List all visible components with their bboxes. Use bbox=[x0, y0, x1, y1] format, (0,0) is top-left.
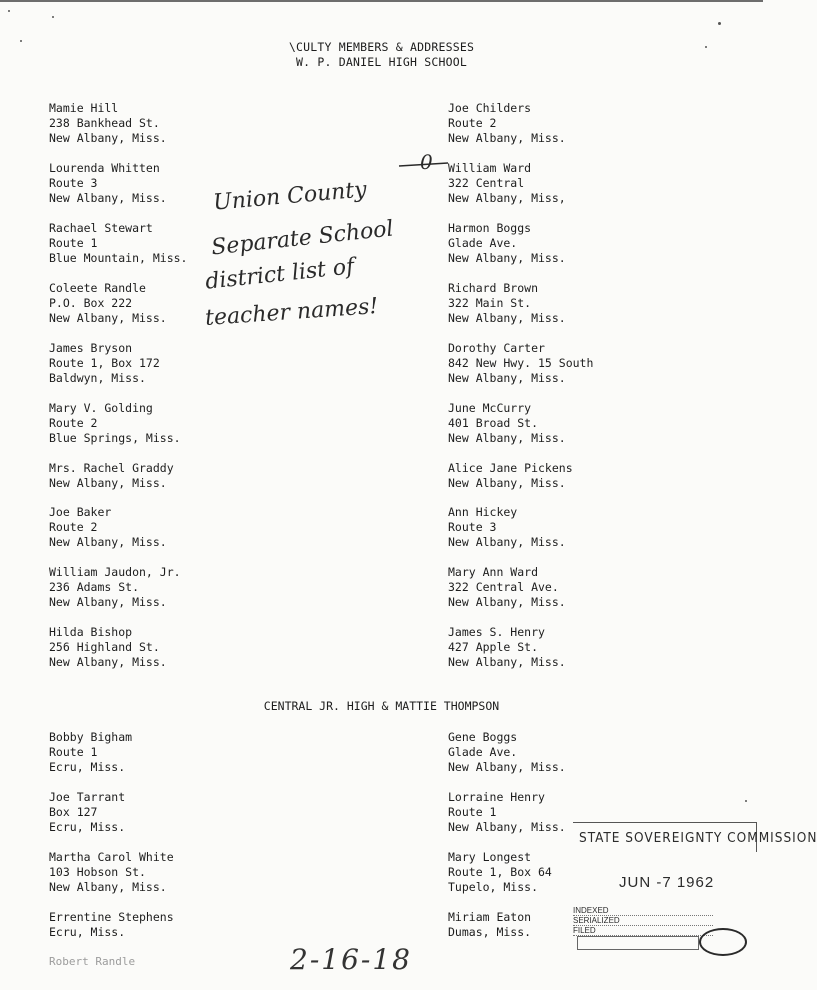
faculty-address-line: Blue Springs, Miss. bbox=[49, 431, 181, 446]
faculty-address-line: 322 Central bbox=[448, 176, 525, 191]
faculty-name: Joe Baker bbox=[49, 505, 112, 519]
faculty-name: Dorothy Carter bbox=[448, 341, 545, 355]
faculty-name: Errentine Stephens bbox=[49, 910, 174, 924]
faculty-entry bbox=[49, 341, 160, 387]
faculty-address-line: 322 Main St. bbox=[448, 296, 532, 311]
faculty-entry bbox=[448, 341, 593, 387]
faculty-address-line: New Albany, Miss. bbox=[49, 595, 167, 610]
faculty-entry bbox=[49, 625, 167, 671]
handwritten-note-line: Union County bbox=[212, 177, 368, 216]
faculty-address-line: New Albany, Miss, bbox=[448, 191, 566, 206]
faculty-name: Ann Hickey bbox=[448, 505, 518, 519]
faculty-address-line: Baldwyn, Miss. bbox=[49, 371, 146, 386]
faculty-name: Joe Tarrant bbox=[49, 790, 126, 804]
faculty-name: James Bryson bbox=[49, 341, 133, 355]
faculty-name: June McCurry bbox=[448, 401, 532, 415]
faculty-address-line: Ecru, Miss. bbox=[49, 760, 126, 775]
faculty-address-line: Route 1 bbox=[49, 236, 98, 251]
faculty-name: Coleete Randle bbox=[49, 281, 146, 295]
faculty-address-line: New Albany, Miss. bbox=[448, 251, 566, 266]
faculty-entry bbox=[49, 790, 125, 836]
faculty-address-line: 238 Bankhead St. bbox=[49, 116, 160, 131]
stamp-signature bbox=[699, 928, 747, 956]
faculty-address-line: New Albany, Miss. bbox=[448, 535, 566, 550]
faculty-address-line: 103 Hobson St. bbox=[49, 865, 146, 880]
faculty-address-line: P.O. Box 222 bbox=[49, 296, 133, 311]
page-title: \CULTY MEMBERS & ADDRESSES bbox=[288, 40, 475, 54]
faculty-address-line: Route 1, Box 64 bbox=[448, 865, 552, 880]
faculty-name: Martha Carol White bbox=[49, 850, 174, 864]
faculty-address-line: New Albany, Miss. bbox=[448, 655, 566, 670]
faculty-address-line: 427 Apple St. bbox=[448, 640, 539, 655]
faculty-entry bbox=[448, 505, 566, 551]
faculty-name: Gene Boggs bbox=[448, 730, 518, 744]
faculty-address-line: Route 2 bbox=[49, 520, 98, 535]
faculty-entry bbox=[448, 625, 566, 671]
faculty-name: Hilda Bishop bbox=[49, 625, 133, 639]
faculty-entry bbox=[448, 161, 566, 207]
faculty-name: Harmon Boggs bbox=[448, 221, 532, 235]
faculty-entry bbox=[448, 401, 566, 447]
faculty-address-line: Route 3 bbox=[448, 520, 497, 535]
faculty-name: Joe Childers bbox=[448, 101, 532, 115]
faculty-name: Richard Brown bbox=[448, 281, 539, 295]
faculty-address-line: New Albany, Miss. bbox=[49, 476, 167, 491]
faint-footer-text: Robert Randle bbox=[49, 955, 136, 968]
faculty-name: Bobby Bigham bbox=[49, 730, 133, 744]
faculty-name: Miriam Eaton bbox=[448, 910, 532, 924]
stamp-box bbox=[577, 936, 699, 950]
faculty-address-line: 842 New Hwy. 15 South bbox=[448, 356, 594, 371]
stamp-rows bbox=[573, 906, 713, 936]
commission-stamp bbox=[571, 818, 817, 960]
handwritten-strike bbox=[398, 161, 450, 169]
faculty-name: William Ward bbox=[448, 161, 532, 175]
faculty-address-line: New Albany, Miss. bbox=[49, 880, 167, 895]
faculty-address-line: New Albany, Miss. bbox=[49, 191, 167, 206]
handwritten-footer-number: 2-16-18 bbox=[290, 943, 412, 976]
faculty-address-line: Dumas, Miss. bbox=[448, 925, 532, 940]
faculty-address-line: Route 3 bbox=[49, 176, 98, 191]
faculty-address-line: New Albany, Miss. bbox=[448, 371, 566, 386]
faculty-name: William Jaudon, Jr. bbox=[49, 565, 181, 579]
faculty-address-line: New Albany, Miss. bbox=[448, 820, 566, 835]
faculty-entry bbox=[49, 730, 132, 776]
faculty-address-line: Ecru, Miss. bbox=[49, 925, 126, 940]
faculty-name: Mary Longest bbox=[448, 850, 532, 864]
faculty-address-line: 322 Central Ave. bbox=[448, 580, 559, 595]
faculty-entry bbox=[49, 461, 174, 491]
ink-speck bbox=[8, 10, 10, 12]
faculty-name: James S. Henry bbox=[448, 625, 545, 639]
handwritten-note-line: district list of bbox=[204, 254, 356, 295]
faculty-name: Mary Ann Ward bbox=[448, 565, 539, 579]
faculty-entry bbox=[49, 850, 174, 896]
faculty-address-line: New Albany, Miss. bbox=[49, 311, 167, 326]
faculty-entry bbox=[49, 910, 174, 940]
faculty-address-line: Route 1, Box 172 bbox=[49, 356, 160, 371]
faculty-name: Alice Jane Pickens bbox=[448, 461, 573, 475]
faculty-address-line: New Albany, Miss. bbox=[49, 131, 167, 146]
section-heading: CENTRAL JR. HIGH & MATTIE THOMPSON bbox=[263, 699, 500, 713]
faculty-address-line: Route 2 bbox=[448, 116, 497, 131]
faculty-address-line: Ecru, Miss. bbox=[49, 820, 126, 835]
faculty-address-line: 236 Adams St. bbox=[49, 580, 140, 595]
faculty-address-line: Route 1 bbox=[448, 805, 497, 820]
stamp-row-filed: FILED bbox=[573, 926, 713, 936]
faculty-entry bbox=[49, 565, 181, 611]
faculty-address-line: Box 127 bbox=[49, 805, 98, 820]
faculty-entry bbox=[49, 505, 167, 551]
faculty-address-line: New Albany, Miss. bbox=[49, 535, 167, 550]
faculty-address-line: New Albany, Miss. bbox=[448, 595, 566, 610]
faculty-entry bbox=[448, 101, 566, 147]
school-name: W. P. DANIEL HIGH SCHOOL bbox=[296, 55, 467, 69]
handwritten-note-line: Separate School bbox=[210, 216, 395, 261]
faculty-name: Lourenda Whitten bbox=[49, 161, 160, 175]
faculty-address-line: New Albany, Miss. bbox=[448, 431, 566, 446]
faculty-entry bbox=[448, 281, 566, 327]
faculty-entry bbox=[448, 850, 552, 896]
faculty-entry bbox=[448, 461, 573, 491]
faculty-entry bbox=[448, 790, 566, 836]
faculty-address-line: New Albany, Miss. bbox=[448, 311, 566, 326]
faculty-name: Rachael Stewart bbox=[49, 221, 153, 235]
faculty-address-line: New Albany, Miss. bbox=[448, 131, 566, 146]
faculty-entry bbox=[49, 281, 167, 327]
ink-speck bbox=[52, 16, 54, 18]
faculty-entry bbox=[49, 221, 187, 267]
handwritten-note-line: teacher names! bbox=[204, 293, 379, 332]
faculty-address-line: 256 Highland St. bbox=[49, 640, 160, 655]
faculty-name: Lorraine Henry bbox=[448, 790, 545, 804]
handwritten-mark: 0 bbox=[420, 150, 433, 174]
faculty-address-line: Glade Ave. bbox=[448, 236, 518, 251]
faculty-entry bbox=[49, 161, 167, 207]
faculty-entry bbox=[49, 401, 181, 447]
faculty-address-line: New Albany, Miss. bbox=[49, 655, 167, 670]
faculty-address-line: 401 Broad St. bbox=[448, 416, 539, 431]
ink-speck bbox=[718, 22, 721, 25]
faculty-name: Mamie Hill bbox=[49, 101, 119, 115]
faculty-entry bbox=[49, 101, 167, 147]
faculty-address-line: Tupelo, Miss. bbox=[448, 880, 539, 895]
ink-speck bbox=[745, 800, 747, 802]
stamp-date: JUN -7 1962 bbox=[619, 874, 715, 891]
faculty-address-line: Route 1 bbox=[49, 745, 98, 760]
faculty-address-line: New Albany, Miss. bbox=[448, 476, 566, 491]
faculty-address-line: New Albany, Miss. bbox=[448, 760, 566, 775]
faculty-entry bbox=[448, 221, 566, 267]
stamp-row-indexed: INDEXED bbox=[573, 906, 713, 916]
stamp-row-serialized: SERIALIZED bbox=[573, 916, 713, 926]
faculty-entry bbox=[448, 565, 566, 611]
faculty-address-line: Route 2 bbox=[49, 416, 98, 431]
faculty-entry bbox=[448, 730, 566, 776]
faculty-name: Mrs. Rachel Graddy bbox=[49, 461, 174, 475]
top-edge-rule bbox=[0, 0, 763, 2]
faculty-entry bbox=[448, 910, 531, 940]
faculty-address-line: Blue Mountain, Miss. bbox=[49, 251, 188, 266]
faculty-name: Mary V. Golding bbox=[49, 401, 153, 415]
stamp-header: STATE SOVEREIGNTY COMMISSION bbox=[573, 822, 757, 852]
faculty-address-line: Glade Ave. bbox=[448, 745, 518, 760]
